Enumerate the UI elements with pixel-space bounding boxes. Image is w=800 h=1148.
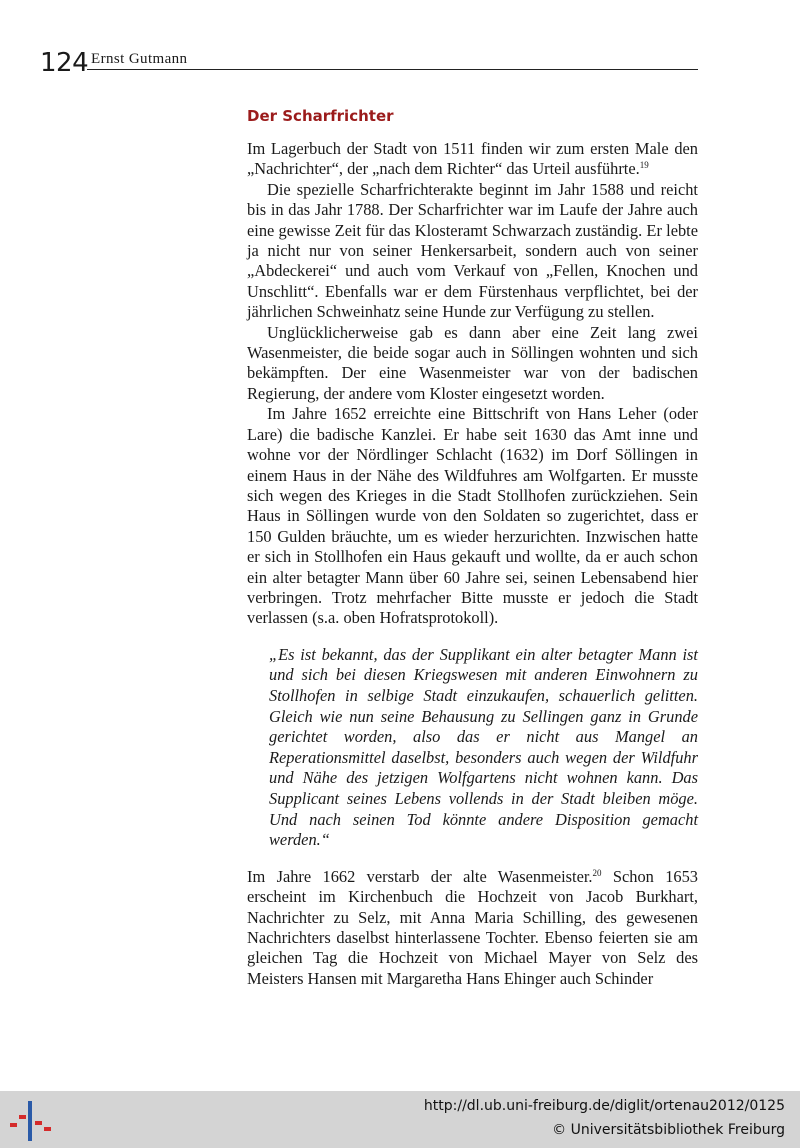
running-header-author: Ernst Gutmann: [91, 51, 188, 67]
article-body: [247, 106, 698, 989]
paragraph-5: [247, 867, 698, 989]
block-quote: „Es ist bekannt, das der Supplikant ein alter betagter Mann ist und sich bei diesen Kriegswesen mit anderen Einwohnern zu Stollhofen in selbige Stadt einzukaufen, schauerlich gelitten. Gleich wie nun seine Behausung zu Sellingen ganz in Grunde gerichtet worden, also das er nicht aus Mangel an Reperationsmittel daselbst, besonders auch wegen der Wildfuhr und Nähe des jetzigen Wolfgartens nicht wohnen kann. Das Supplicant seines Lebens vollends in der Stadt bleiben möge. Und nach seinen Tod könnte andere Disposition gemacht werden.“: [269, 644, 698, 850]
paragraph-1-text: Im Lagerbuch der Stadt von 1511 finden wir zum ersten Male den „Nachrichter“, der „nach dem Richter“ das Urteil ausführte.: [247, 139, 698, 179]
paragraph-2: Die spezielle Scharfrichterakte beginnt im Jahr 1588 und reicht bis in das Jahr 1788. Der Scharfrichter war im Laufe der Jahre auch eine gewisse Zeit für das Klosteramt Schwarzach zuständig. Er lebte ja nicht nur von seiner Henkersarbeit, sondern auch von seiner „Abdeckerei“ und auch vom Verkauf von „Fellen, Knochen und Unschlitt“. Ebenfalls war er dem Fürstenhaus verpflichtet, bei der jährlichen Schweinhatz seine Hunde zur Verfügung zu stellen.: [247, 179, 698, 322]
footer-band: [0, 1091, 800, 1148]
paragraph-4: Im Jahre 1652 erreichte eine Bittschrift von Hans Leher (oder Lare) die badische Kanzlei. Er habe seit 1630 das Amt inne und wohne vor der Nördlinger Schlacht (1632) im Dorf Söllingen in einem Haus in der Nähe des Wildfuhres am Wolfgarten. Er musste sich wegen des Krieges in die Stadt Stollhofen zurückziehen. Sein Haus in Söllingen wurde von den Soldaten so zugerichtet, dass er 150 Gulden bräuchte, um es wieder herzurichten. Inzwischen hatte er sich in Stollhofen ein Haus gekauft und wollte, da er auch schon ein alter betagter Mann über 60 Jahre sei, seinen Lebensabend hier verbringen. Trotz mehrfacher Bitte musste er jedoch die Stadt verlassen (s.a. oben Hofratsprotokoll).: [247, 404, 698, 628]
copyright-notice: © Universitätsbibliothek Freiburg: [552, 1122, 785, 1138]
section-heading: Der Scharfrichter: [247, 107, 394, 125]
header-rule: [87, 69, 698, 70]
paragraph-1: [247, 139, 698, 180]
page-number: 124: [40, 48, 89, 78]
paragraph-5-text-start: Im Jahre 1662 verstarb der alte Wasenmeister.: [247, 866, 593, 886]
footnote-marker-19[interactable]: 19: [639, 160, 649, 171]
source-url-link[interactable]: http://dl.ub.uni-freiburg.de/diglit/ortenau2012/0125: [423, 1098, 785, 1114]
footnote-marker-20[interactable]: 20: [592, 867, 602, 878]
ub-freiburg-logo-icon: [10, 1101, 54, 1141]
paragraph-5-text-end: Schon 1653 erscheint im Kirchenbuch die Hochzeit von Jacob Burkhart, Nachrichter zu Selz, mit Anna Maria Schilling, des gewesenen Nachrichters daselbst hinterlassene Tochter. Ebenso feierten sie am gleichen Tag die Hochzeit von Michael Mayer von Selz des Meisters Hansen mit Margaretha Hans Ehinger auch Schinder: [247, 866, 698, 988]
paragraph-3: Unglücklicherweise gab es dann aber eine Zeit lang zwei Wasenmeister, die beide sogar auch in Söllingen wohnten und sich bekämpften. Der eine Wasenmeister war von der badischen Regierung, der andere vom Kloster eingesetzt worden.: [247, 322, 698, 403]
